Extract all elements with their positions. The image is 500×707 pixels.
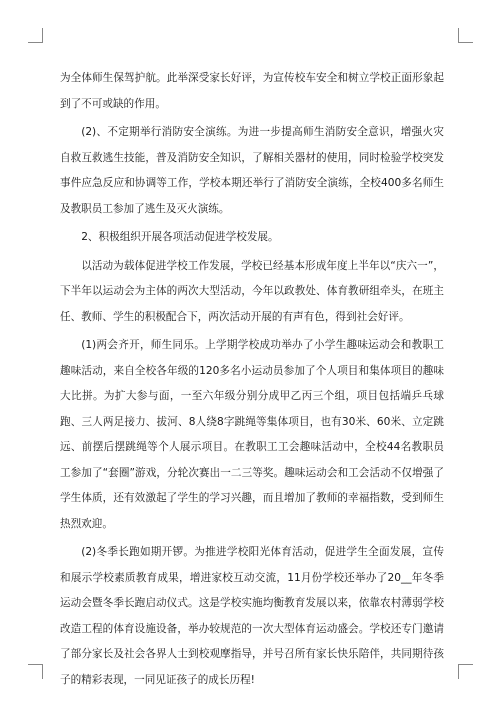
crop-mark-top-right bbox=[458, 28, 473, 43]
document-body bbox=[60, 66, 444, 696]
paragraph-sports-meet: (1)两会齐开，师生同乐。上学期学校成功举办了小学生趣味运动会和教职工趣味活动，来自全校各年级的120多名小运动员参加了个人项目和集体项目的趣味大比拼。为扩大参与面，一至六年级分别分成甲乙丙三个组，项目包括端乒乓球跑、三人两足接力、拔河、8人绕8字跳绳等集体项目，也有30米、60米、立定跳远、前摆后摆跳绳等个人展示项目。在教职工工会趣味活动中，全校44名教职员工参加了“套圈”游戏，分轮次赛出一二三等奖。趣味运动会和工会活动不仅增强了学生体质，还有效激起了学生的学习兴趣，而且增加了教师的幸福指数，受到师生热烈欢迎。 bbox=[60, 339, 444, 530]
paragraph-activities: 以活动为载体促进学校工作发展，学校已经基本形成年度上半年以“庆六一”，下半年以运动会为主体的两次大型活动，今年以政教处、体育教研组牵头，在班主任、教师、学生的积极配合下，两次活动开展的有声有色，得到社会好评。 bbox=[60, 259, 444, 323]
section-heading: 2、积极组织开展各项活动促进学校发展。 bbox=[81, 231, 279, 243]
crop-mark-bottom-left bbox=[28, 664, 43, 679]
paragraph-continuation: 为全体师生保驾护航。此举深受家长好评，为宣传校车安全和树立学校正面形象起到了不可或缺的作用。 bbox=[60, 72, 444, 110]
crop-mark-top-left bbox=[28, 28, 43, 43]
paragraph-winter-run: (2)冬季长跑如期开锣。为推进学校阳光体育活动，促进学生全面发展，宣传和展示学校素质教育成果，增进家校互动交流，11月份学校还举办了20__年冬季运动会暨冬季长跑启动仪式。这是学校实施均衡教育发展以来，依靠农村薄弱学校改造工程的体育设施设备，举办较规范的一次大型体育运动盛会。学校还专门邀请了部分家长及社会各界人士到校观摩指导，并号召所有家长快乐陪伴，共同期待孩子的精彩表现，一同见证孩子的成长历程! bbox=[60, 546, 444, 686]
crop-mark-bottom-right bbox=[458, 664, 473, 679]
paragraph-fire-drill: (2)、不定期举行消防安全演练。为进一步提高师生消防安全意识，增强火灾自救互救逃生技能，普及消防安全知识，了解相关器材的使用，同时检验学校突发事件应急反应和协调等工作，学校本期还举行了消防安全演练，全校400多名师生及教职员工参加了逃生及灭火演练。 bbox=[60, 126, 444, 215]
